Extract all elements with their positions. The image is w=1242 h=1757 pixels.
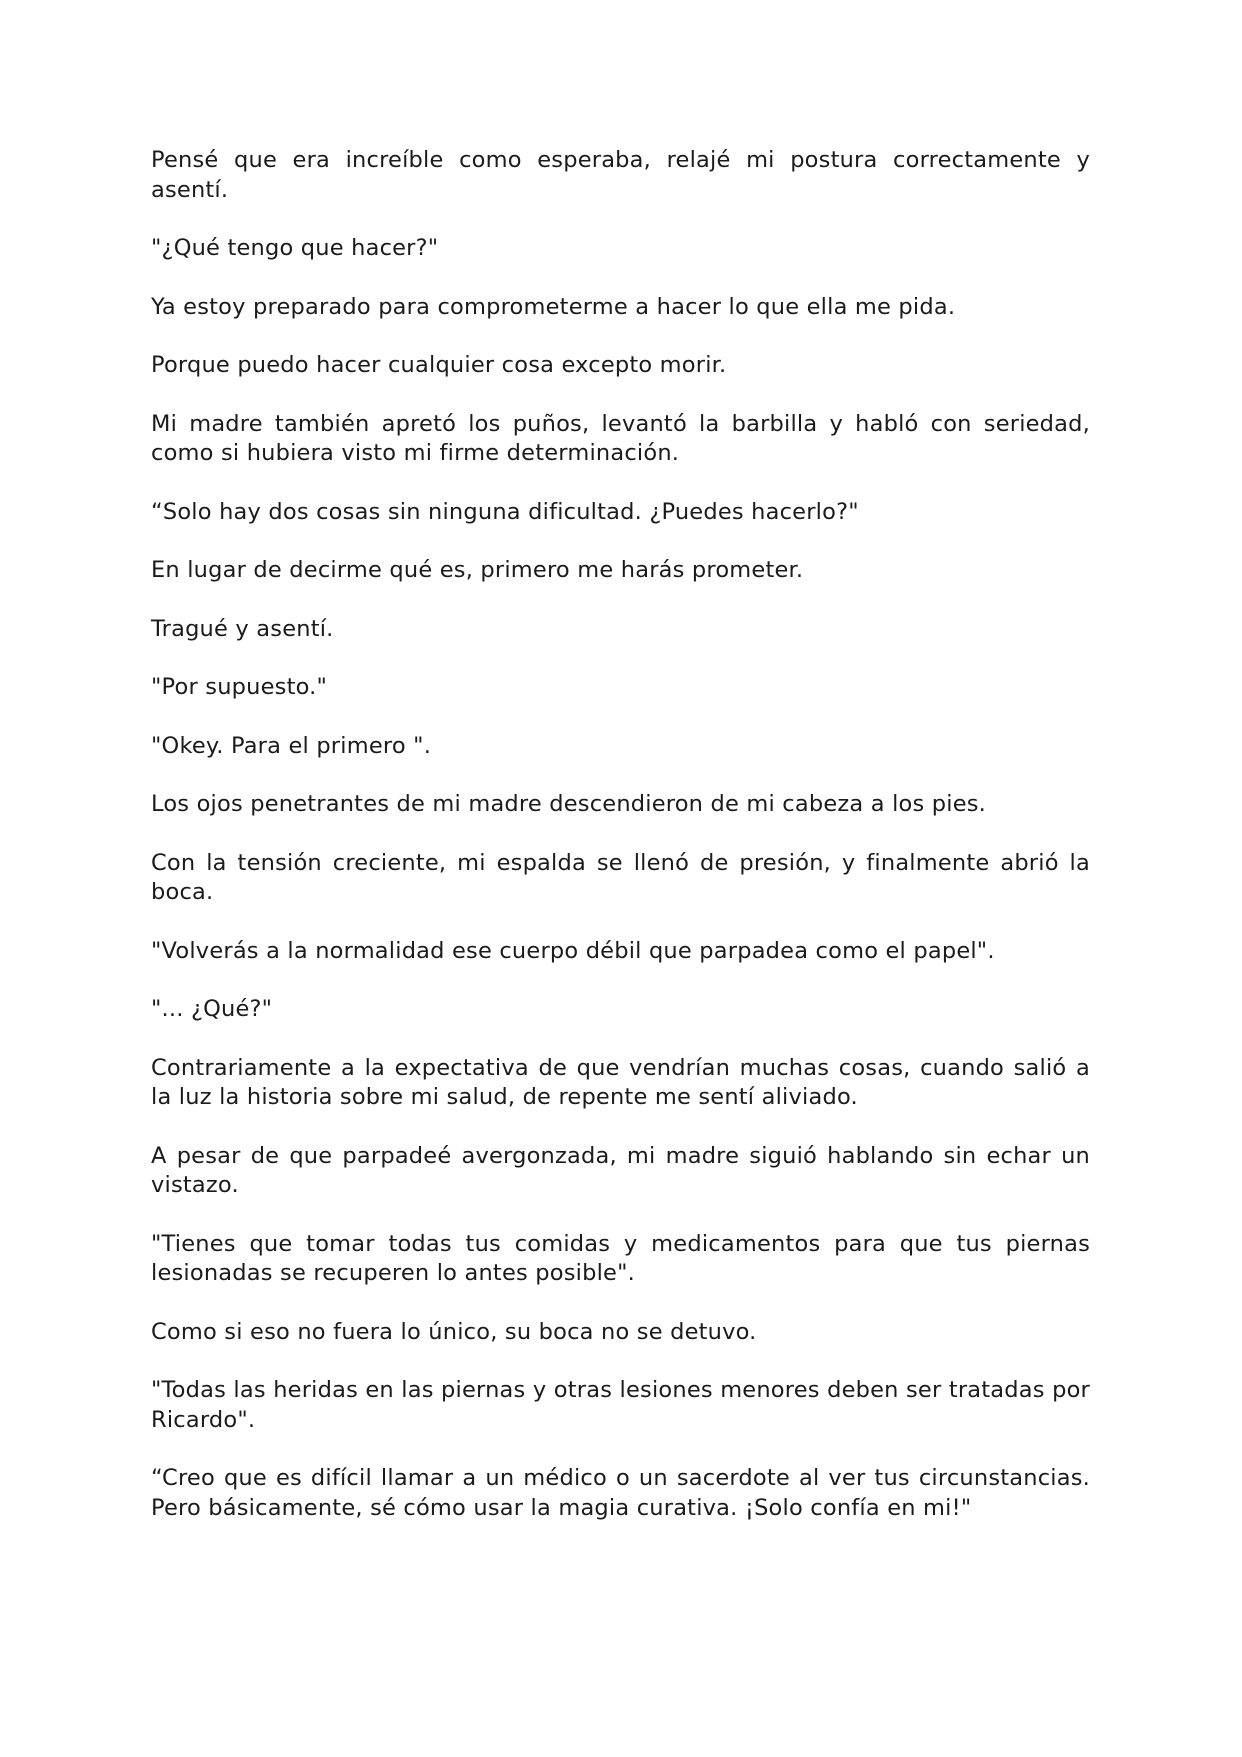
paragraph: Tragué y asentí. — [151, 615, 334, 642]
paragraph: Los ojos penetrantes de mi madre descendieron de mi cabeza a los pies. — [151, 791, 987, 817]
paragraph: "Volverás a la normalidad ese cuerpo débil que parpadea como el papel". — [151, 937, 995, 964]
paragraph: Contrariamente a la expectativa de que vendrían muchas cosas, cuando salió a la luz la historia sobre mi salud, de repente me sentí aliviado. — [151, 1054, 1090, 1110]
paragraph: Como si eso no fuera lo único, su boca no se detuvo. — [151, 1318, 757, 1345]
paragraph: En lugar de decirme qué es, primero me harás prometer. — [151, 557, 804, 583]
paragraph: A pesar de que parpadeé avergonzada, mi madre siguió hablando sin echar un vistazo. — [151, 1142, 1090, 1198]
paragraph: Porque puedo hacer cualquier cosa excepto morir. — [151, 352, 727, 378]
paragraph: "Todas las heridas en las piernas y otras lesiones menores deben ser tratadas por Ricardo". — [151, 1377, 1090, 1433]
paragraph: Con la tensión creciente, mi espalda se llenó de presión, y finalmente abrió la boca. — [151, 849, 1090, 905]
paragraph: “Solo hay dos cosas sin ninguna dificultad. ¿Puedes hacerlo?" — [151, 498, 859, 525]
paragraph: Ya estoy preparado para comprometerme a hacer lo que ella me pida. — [151, 293, 956, 320]
paragraph: “Creo que es difícil llamar a un médico o un sacerdote al ver tus circunstancias. Pero básicamente, sé cómo usar la magia curativa. ¡Solo confía en mi!" — [151, 1465, 1090, 1521]
paragraph: "Okey. Para el primero ". — [151, 732, 432, 759]
paragraph: Pensé que era increíble como esperaba, relajé mi postura correctamente y asentí. — [151, 147, 1090, 203]
paragraph: "¿Qué tengo que hacer?" — [151, 235, 439, 261]
paragraph: "Por supuesto." — [151, 674, 328, 700]
paragraph: "Tienes que tomar todas tus comidas y medicamentos para que tus piernas lesionadas se recuperen lo antes posible". — [151, 1230, 1090, 1286]
paragraph: "... ¿Qué?" — [151, 996, 273, 1022]
document-body — [151, 146, 1090, 1552]
paragraph: Mi madre también apretó los puños, levantó la barbilla y habló con seriedad, como si hubiera visto mi firme determinación. — [151, 410, 1090, 466]
